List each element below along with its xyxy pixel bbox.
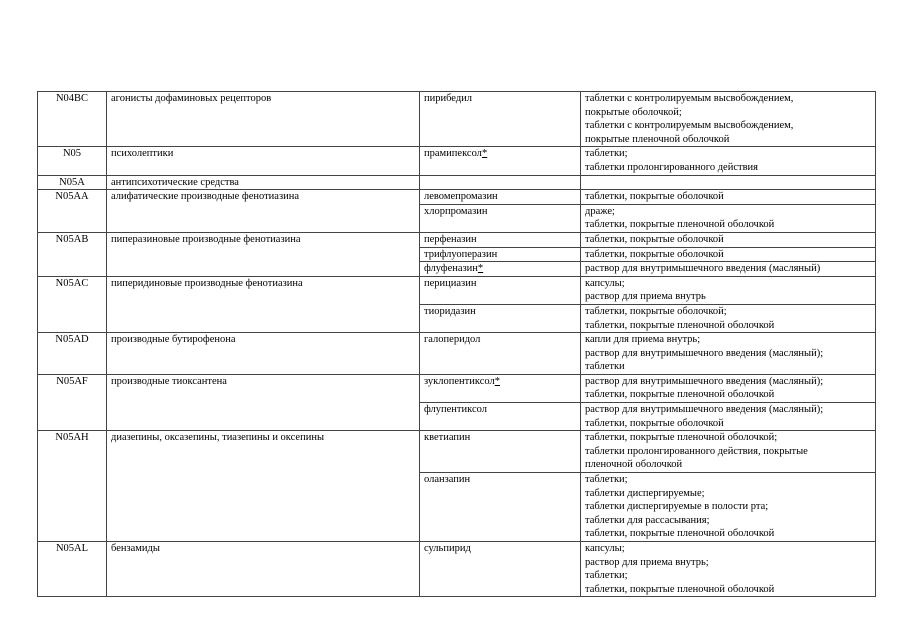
dosage-form-line: таблетки, покрытые оболочкой <box>585 233 724 245</box>
dosage-form-line: капли для приема внутрь; <box>585 334 701 346</box>
atc-code-cell <box>38 304 107 332</box>
dosage-form-cell <box>581 262 876 277</box>
dosage-form-line: таблетки, покрытые пленочной оболочкой; <box>585 432 778 444</box>
drug-group-cell <box>107 262 420 277</box>
drug-group-cell: бензамиды <box>107 542 420 597</box>
drug-name-cell <box>420 276 581 304</box>
dosage-form-line: капсулы; <box>585 277 625 289</box>
drug-name-cell <box>420 374 581 402</box>
table-row <box>38 473 876 542</box>
atc-code-cell <box>38 247 107 262</box>
drug-name: флуфеназин <box>424 263 478 275</box>
dosage-form-cell <box>581 374 876 402</box>
drug-group-cell <box>107 473 420 542</box>
drug-group-cell <box>107 403 420 431</box>
dosage-form-cell <box>581 304 876 332</box>
drug-name-cell <box>420 147 581 175</box>
dosage-form-cell <box>581 147 876 175</box>
drug-name: пирибедил <box>424 93 473 104</box>
dosage-form-line: раствор для приема внутрь <box>585 291 706 303</box>
dosage-form-line: таблетки, покрытые оболочкой; <box>585 305 727 317</box>
table-row <box>38 403 876 431</box>
dosage-form-line: таблетки, покрытые пленочной оболочкой <box>585 389 775 401</box>
footnote-asterisk: * <box>477 263 484 275</box>
dosage-form-line: драже; <box>585 205 615 217</box>
drug-name-cell <box>420 232 581 247</box>
atc-code-cell <box>38 262 107 277</box>
dosage-form-line: таблетки диспергируемые; <box>585 487 705 499</box>
drug-group-cell: алифатические производные фенотиазина <box>107 190 420 205</box>
atc-code-cell: N04BC <box>38 92 107 147</box>
table-row <box>38 175 876 190</box>
dosage-form-line: таблетки <box>585 361 625 373</box>
atc-code-cell <box>38 473 107 542</box>
drug-name-cell <box>420 333 581 375</box>
dosage-form-line: раствор для внутримышечного введения (масляный); <box>585 347 824 359</box>
drug-name: левомепромазин <box>424 191 498 203</box>
drug-name: оланзапин <box>424 474 471 486</box>
drug-name-cell <box>420 542 581 597</box>
drug-group-cell <box>107 247 420 262</box>
drug-name: прамипексол <box>424 148 482 160</box>
dosage-form-line: таблетки, покрытые пленочной оболочкой <box>585 583 775 595</box>
drug-group-cell <box>107 304 420 332</box>
drug-name: перициазин <box>424 277 477 289</box>
drug-name: галоперидол <box>424 334 481 346</box>
drug-name-cell <box>420 247 581 262</box>
dosage-form-line: таблетки, покрытые оболочкой <box>585 191 724 203</box>
drug-group-cell <box>107 204 420 232</box>
dosage-form-line: таблетки, покрытые оболочкой <box>585 248 724 260</box>
drug-name: зуклопентиксол <box>424 375 495 387</box>
drug-group-cell: пиперидиновые производные фенотиазина <box>107 276 420 304</box>
dosage-form-cell <box>581 247 876 262</box>
table-row <box>38 333 876 375</box>
dosage-form-line: таблетки, покрытые пленочной оболочкой <box>585 219 775 231</box>
dosage-form-cell <box>581 333 876 375</box>
drug-name-cell <box>420 204 581 232</box>
drug-name: трифлуоперазин <box>424 248 498 260</box>
dosage-form-line: покрытые оболочкой; <box>585 106 682 118</box>
table-row <box>38 374 876 402</box>
dosage-form-line: таблетки пролонгированного действия <box>585 161 758 173</box>
drug-name-cell <box>420 431 581 473</box>
dosage-form-line: таблетки, покрытые пленочной оболочкой <box>585 319 775 331</box>
drug-classification-table <box>37 91 876 597</box>
dosage-form-line: таблетки; <box>585 474 628 486</box>
atc-code-cell: N05AD <box>38 333 107 375</box>
drug-name-cell <box>420 92 581 147</box>
dosage-form-cell <box>581 175 876 190</box>
drug-name: флупентиксол <box>424 404 487 416</box>
table-row <box>38 204 876 232</box>
footnote-asterisk: * <box>481 148 488 160</box>
dosage-form-line: раствор для внутримышечного введения (масляный) <box>585 263 821 275</box>
drug-group-cell: производные бутирофенона <box>107 333 420 375</box>
table-row <box>38 276 876 304</box>
table-row <box>38 232 876 247</box>
atc-code-cell: N05 <box>38 147 107 175</box>
drug-group-cell: антипсихотические средства <box>107 175 420 190</box>
dosage-form-cell <box>581 232 876 247</box>
dosage-form-cell <box>581 403 876 431</box>
table-row <box>38 262 876 277</box>
drug-name: тиоридазин <box>424 305 476 317</box>
drug-name: перфеназин <box>424 233 477 245</box>
atc-code-cell <box>38 403 107 431</box>
drug-name: кветиапин <box>424 432 471 444</box>
drug-group-cell: агонисты дофаминовых рецепторов <box>107 92 420 147</box>
table-row <box>38 147 876 175</box>
atc-code-cell <box>38 204 107 232</box>
dosage-form-line: таблетки; <box>585 148 628 160</box>
drug-name-cell <box>420 190 581 205</box>
dosage-form-line: капсулы; <box>585 543 625 554</box>
atc-code-cell: N05AB <box>38 232 107 247</box>
table-row <box>38 92 876 147</box>
table-body <box>38 92 876 597</box>
dosage-form-line: раствор для приема внутрь; <box>585 556 709 568</box>
table-row <box>38 190 876 205</box>
footnote-asterisk: * <box>494 375 500 387</box>
atc-code-cell: N05A <box>38 175 107 190</box>
atc-code-cell: N05AA <box>38 190 107 205</box>
dosage-form-cell <box>581 190 876 205</box>
drug-name-cell <box>420 175 581 190</box>
dosage-form-cell <box>581 473 876 542</box>
drug-group-cell: диазепины, оксазепины, тиазепины и оксепины <box>107 431 420 473</box>
dosage-form-line: пленочной оболочкой <box>585 459 683 471</box>
dosage-form-line: покрытые пленочной оболочкой <box>585 133 730 145</box>
dosage-form-line: таблетки, покрытые оболочкой <box>585 417 724 429</box>
table-row <box>38 247 876 262</box>
dosage-form-cell <box>581 92 876 147</box>
dosage-form-line: таблетки, покрытые пленочной оболочкой <box>585 528 775 540</box>
dosage-form-cell <box>581 431 876 473</box>
table-row <box>38 304 876 332</box>
dosage-form-line: таблетки с контролируемым высвобождением, <box>585 120 794 132</box>
drug-name-cell <box>420 473 581 542</box>
atc-code-cell: N05AF <box>38 374 107 402</box>
dosage-form-line: раствор для внутримышечного введения (масляный); <box>585 375 824 387</box>
atc-code-cell: N05AH <box>38 431 107 473</box>
atc-code-cell: N05AC <box>38 276 107 304</box>
dosage-form-line: таблетки с контролируемым высвобождением, <box>585 93 794 104</box>
dosage-form-cell <box>581 542 876 597</box>
dosage-form-line: таблетки пролонгированного действия, покрытые <box>585 445 808 457</box>
drug-name: сульпирид <box>424 543 471 554</box>
drug-name-cell <box>420 262 581 277</box>
dosage-form-cell <box>581 204 876 232</box>
dosage-form-line: таблетки; <box>585 570 628 582</box>
drug-name: хлорпромазин <box>424 205 488 217</box>
dosage-form-line: раствор для внутримышечного введения (масляный); <box>585 404 824 416</box>
dosage-form-line: таблетки для рассасывания; <box>585 514 710 526</box>
drug-group-cell: пиперазиновые производные фенотиазина <box>107 232 420 247</box>
dosage-form-line: таблетки диспергируемые в полости рта; <box>585 501 769 513</box>
table-row <box>38 542 876 597</box>
drug-name-cell <box>420 403 581 431</box>
drug-group-cell: психолептики <box>107 147 420 175</box>
dosage-form-cell <box>581 276 876 304</box>
drug-name-cell <box>420 304 581 332</box>
table-row <box>38 431 876 473</box>
drug-group-cell: производные тиоксантена <box>107 374 420 402</box>
atc-code-cell: N05AL <box>38 542 107 597</box>
